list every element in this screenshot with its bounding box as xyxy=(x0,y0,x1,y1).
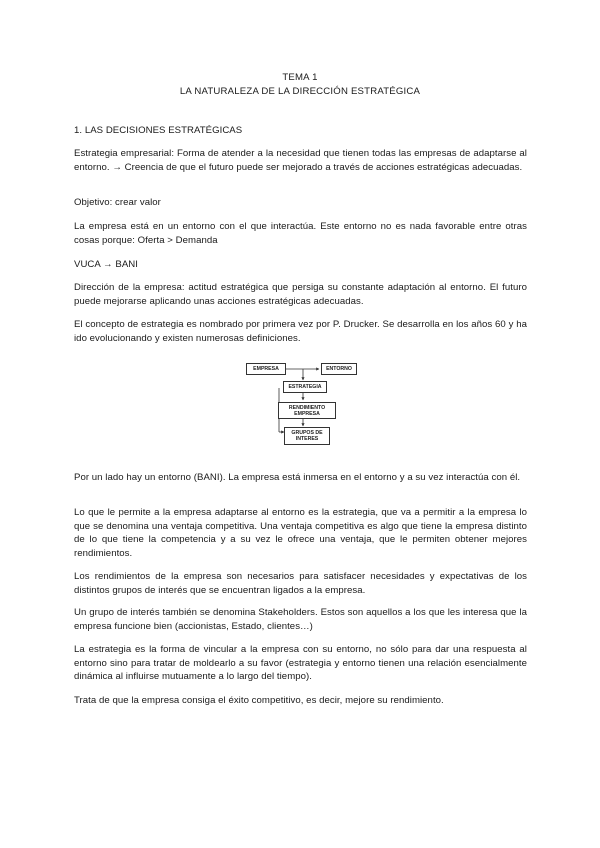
paragraph-stakeholders: Un grupo de interés también se denomina Stakeholders. Estos son aquellos a los que les interesa que la empresa funcione bien (accionistas, Estado, clientes…) xyxy=(74,607,527,632)
box-entorno: ENTORNO xyxy=(321,363,357,375)
paragraph-bani-environment: Por un lado hay un entorno (BANI). La empresa está inmersa en el entorno y a su vez interactúa con él. xyxy=(74,472,521,483)
paragraph-strategy-link: La estrategia es la forma de vincular a la empresa con su entorno, no sólo para dar una respuesta al entorno sino para tratar de moldearlo a su favor (estrategia y entorno tienen una relación esencialmente dinámica al influirse mutuamente a lo largo del tiempo). xyxy=(74,644,527,682)
paragraph-performance: Los rendimientos de la empresa son necesarios para satisfacer necesidades y expectativas de los distintos grupos de interés que se encuentran ligados a la empresa. xyxy=(74,571,527,596)
topic-title: LA NATURALEZA DE LA DIRECCIÓN ESTRATÉGICA xyxy=(179,86,421,97)
topic-number: TEMA 1 xyxy=(282,72,318,83)
paragraph-objective: Objetivo: crear valor xyxy=(74,197,161,208)
paragraph-vuca-bani: VUCA → BANI xyxy=(74,259,138,270)
section-title: 1. LAS DECISIONES ESTRATÉGICAS xyxy=(74,125,243,136)
paragraph-competitive-advantage: Lo que le permite a la empresa adaptarse al entorno es la estrategia, que va a permitir a la empresa lo que se denomina una ventaja competitiva. Una ventaja competitiva es algo que tiene la empresa distinto de lo que tiene la competencia y a su vez le ofrece una ventaja, que le permiten obtener mejores rendimientos. xyxy=(74,507,527,559)
paragraph-company-direction: Dirección de la empresa: actitud estratégica que persiga su constante adaptación al entorno. El futuro puede mejorarse aplicando unas acciones estratégicas adecuadas. xyxy=(74,282,527,307)
paragraph-drucker: El concepto de estrategia es nombrado por primera vez por P. Drucker. Se desarrolla en los años 60 y ha ido evolucionando y existen numerosas definiciones. xyxy=(74,319,527,344)
strategy-diagram xyxy=(246,360,380,452)
paragraph-strategy-definition: Estrategia empresarial: Forma de atender a la necesidad que tienen todas las empresas de adaptarse al entorno. → Creencia de que el futuro puede ser mejorado a través de acciones estratégicas adecuadas. xyxy=(74,148,527,173)
box-rendimiento-empresa: RENDIMIENTO EMPRESA xyxy=(278,402,336,419)
box-grupos-de-interes: GRUPOS DE INTERES xyxy=(284,427,330,445)
box-estrategia: ESTRATEGIA xyxy=(283,381,327,393)
paragraph-environment: La empresa está en un entorno con el que interactúa. Este entorno no es nada favorable entre otras cosas porque: Oferta > Demanda xyxy=(74,221,527,246)
box-empresa: EMPRESA xyxy=(246,363,286,375)
paragraph-competitive-success: Trata de que la empresa consiga el éxito competitivo, es decir, mejore su rendimiento. xyxy=(74,695,444,706)
